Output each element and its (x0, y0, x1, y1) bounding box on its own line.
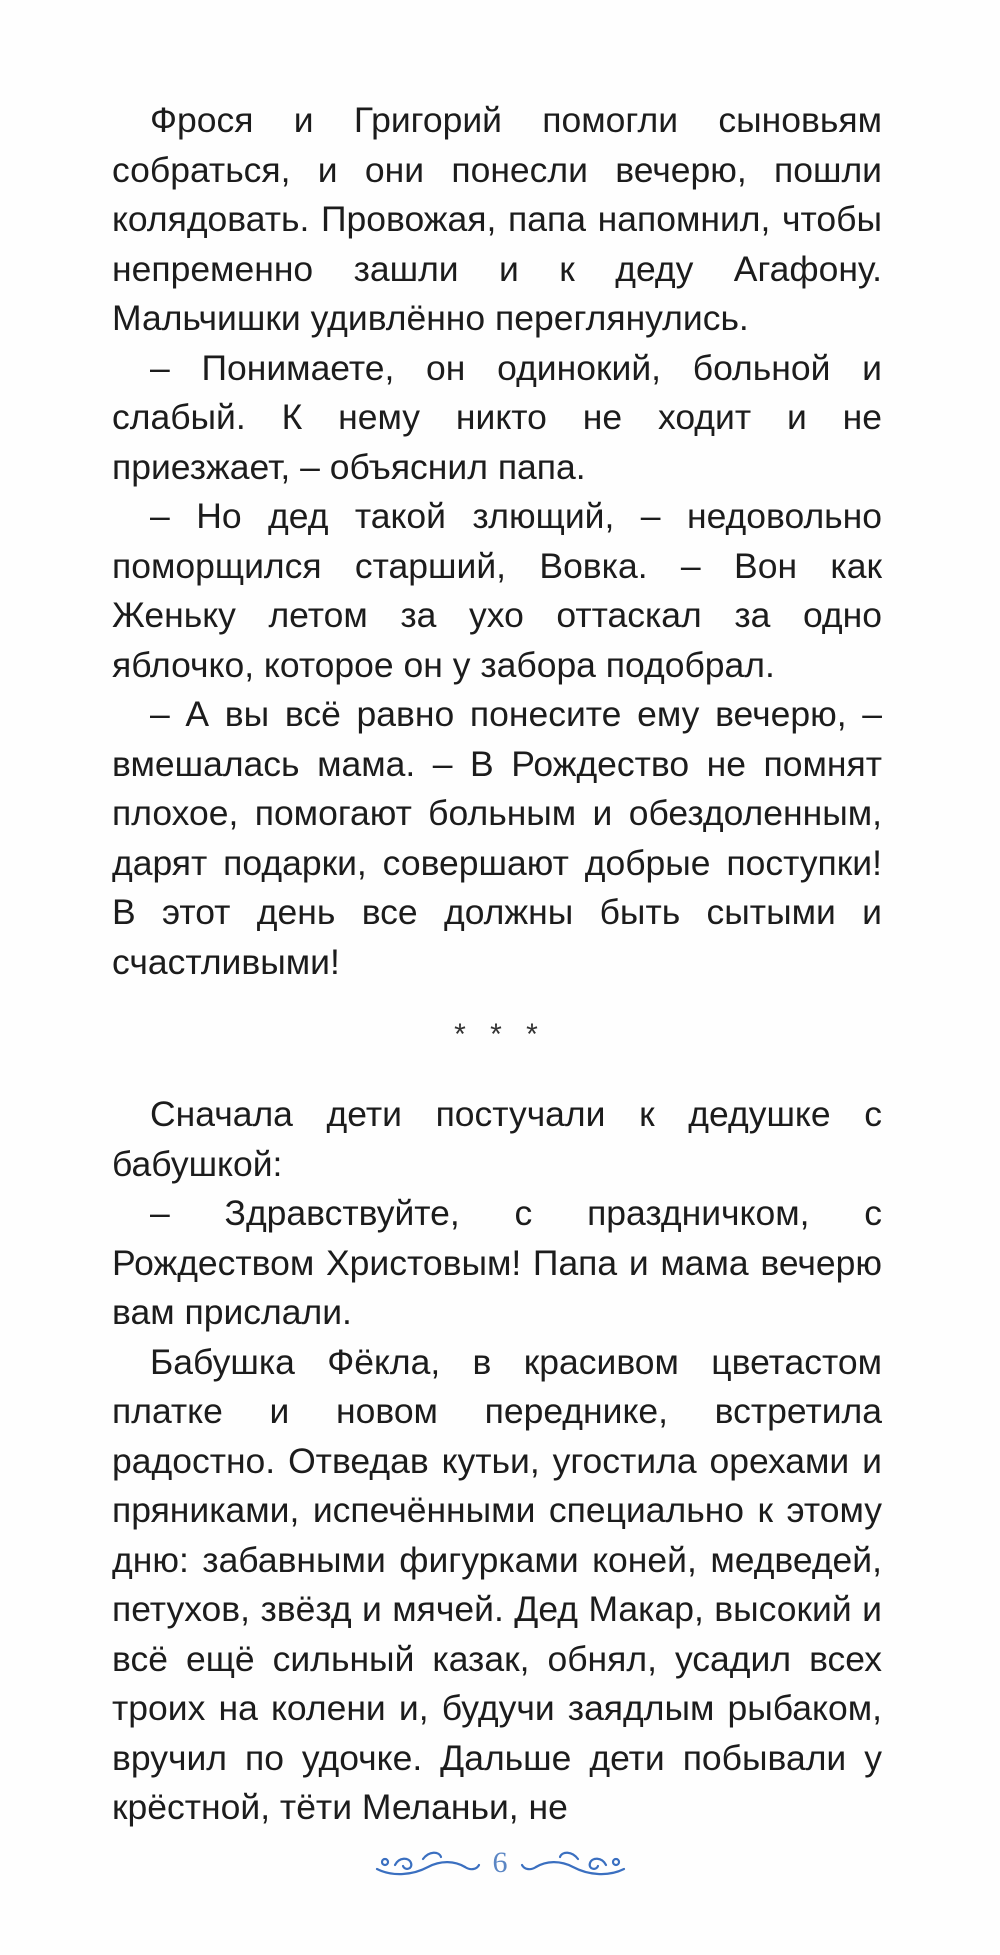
section-separator: * * * (454, 1018, 546, 1051)
text-block-top (112, 96, 882, 987)
ornament-right-icon (518, 1843, 628, 1883)
paragraph: Фрося и Григорий помогли сыновьям собраться, и они понесли вечерю, пошли колядовать. Провожая, папа напомнил, чтобы непременно зашли и к деду Агафону. Мальчишки удивлённо переглянулись. (112, 100, 882, 338)
page-folio (0, 1838, 1000, 1888)
paragraph: – Понимаете, он одинокий, больной и слабый. К нему никто не ходит и не приезжает, – объяснил папа. (112, 347, 882, 487)
paragraph: – Здравствуйте, с праздничком, с Рождеством Христовым! Папа и мама вечерю вам прислали. (112, 1193, 882, 1332)
page-number: 6 (492, 1846, 508, 1879)
paragraph: – А вы всё равно понесите ему вечерю, – вмешалась мама. – В Рождество не помнят плохое, помогают больным и обездоленным, дарят подарки, совершают добрые поступки! В этот день все должны быть сытыми и счастливыми! (112, 694, 882, 982)
ornament-left-icon (373, 1843, 483, 1883)
text-block-bottom (112, 1090, 882, 1833)
paragraph: Бабушка Фёкла, в красивом цветастом платке и новом переднике, встретила радостно. Отведав кутьи, угостила орехами и пряниками, испечёнными специально к этому дню: забавными фигурками коней, медведей, петухов, звёзд и мячей. Дед Макар, высокий и всё ещё сильный казак, обнял, усадил всех троих на колени и, будучи заядлым рыбаком, вручил по удочке. Дальше дети побывали у крёстной, тёти Меланьи, не (112, 1341, 882, 1827)
paragraph: Сначала дети постучали к дедушке с бабушкой: (112, 1094, 882, 1184)
paragraph: – Но дед такой злющий, – недовольно поморщился старший, Вовка. – Вон как Женьку летом за ухо оттаскал за одно яблочко, которое он у забора подобрал. (112, 496, 882, 685)
